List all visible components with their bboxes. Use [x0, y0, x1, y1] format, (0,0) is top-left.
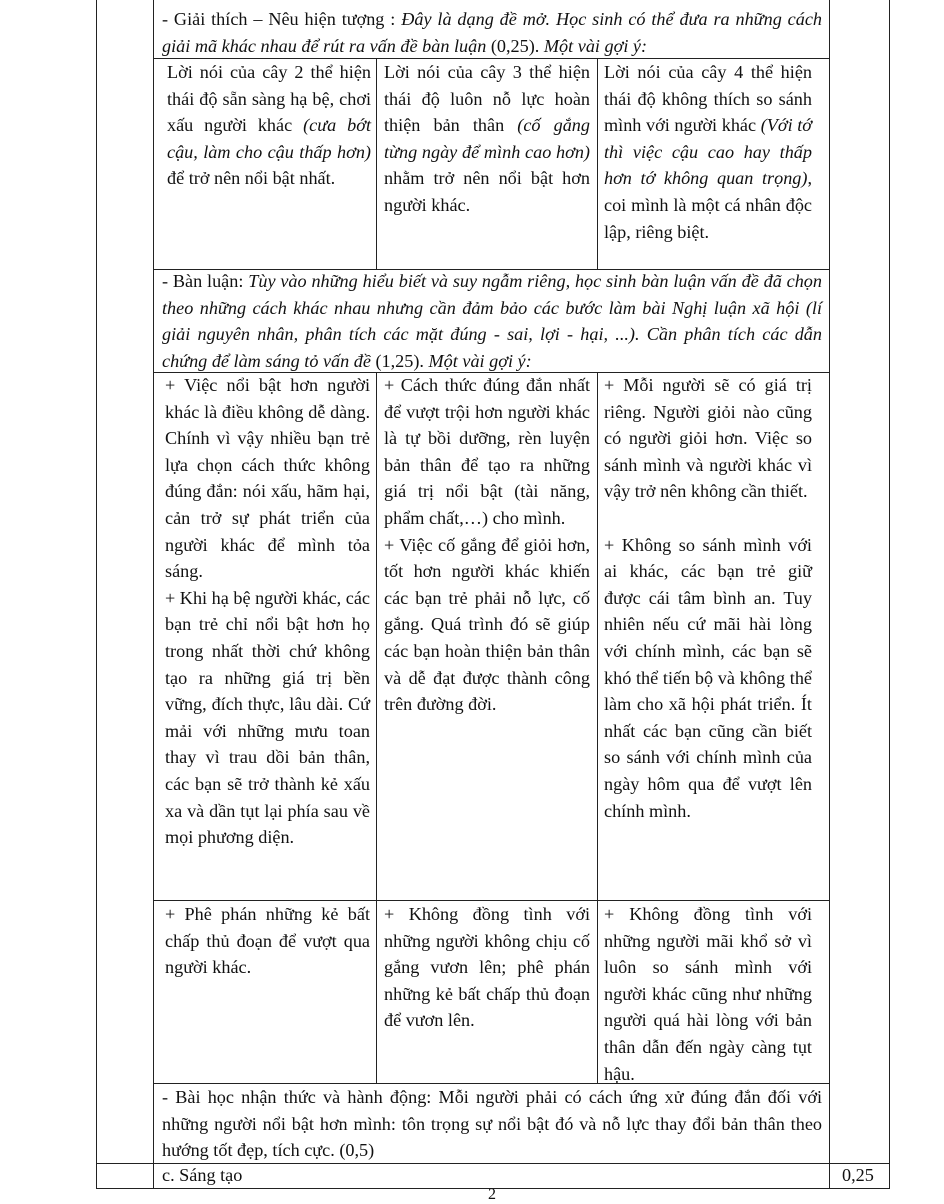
critique-cell-col1: + Phê phán những kẻ bất chấp thủ đoạn để vượt qua người khác. [165, 904, 370, 978]
explain-suffix: Một vài gợi ý: [543, 35, 648, 56]
inner-divider-a2 [376, 372, 377, 1083]
creative-score: 0,25 [842, 1165, 874, 1185]
explain-cell-tree2: Lời nói của cây 2 thể hiện thái độ sẵn sàng hạ bệ, chơi xấu người khác (cưa bớt cậu, làm cho cậu thấp hơn) để trở nên nổi bật nhất. [167, 62, 371, 189]
explain-cell-tree4: Lời nói của cây 4 thể hiện thái độ không thích so sánh mình với người khác (Với tớ thì việc cậu cao hay thấp hơn tớ không quan trọng), coi mình là một cá nhân độc lập, riêng biệt. [604, 62, 813, 242]
explain-italic: Đây là dạng đề mở. Học sinh có thể đưa ra những cách giải mã khác nhau để rút ra vấn đề bàn luận [162, 9, 822, 56]
explain-paragraph [162, 6, 822, 59]
discuss-prefix: - Bàn luận: [162, 271, 249, 291]
table-border-col1 [153, 0, 154, 1189]
table-border-col2 [829, 0, 830, 1189]
discuss-cell-col2: + Cách thức đúng đắn nhất để vượt trội hơn người khác là tự bồi dưỡng, rèn luyện bản thân để tạo ra những giá trị nổi bật (tài năng, phẩm chất,…) cho mình. + Việc cố gắng để giỏi hơn, tốt hơn người khác khiến các bạn trẻ phải nỗ lực, cố gắng. Quá trình đó sẽ giúp các bạn hoàn thiện bản thân và dễ đạt được thành công trên đường đời. [384, 375, 590, 715]
discuss-cell-col1: + Việc nổi bật hơn người khác là điều không dễ dàng. Chính vì vậy nhiều bạn trẻ lựa chọn cách thức không đúng đắn: nói xấu, hãm hại, cản trở sự phát triển của người khác để mình tỏa sáng. + Khi hạ bệ người khác, các bạn trẻ chỉ nổi bật hơn họ trong nhất thời chứ không tạo ra những giá trị bền vững, đích thực, lâu dài. Cứ mải với những mưu toan thay vì trau dồi bản thân, các bạn sẽ trở thành kẻ xấu xa và dần tụt lại phía sau về mọi phương diện. [165, 375, 370, 848]
inner-divider-a1 [376, 58, 377, 269]
creative-label: c. Sáng tạo [162, 1165, 243, 1185]
explain-score: (0,25). [486, 35, 544, 56]
table-border-left [96, 0, 97, 1189]
explain-prefix: - Giải thích – Nêu hiện tượng : [162, 9, 402, 29]
lesson-paragraph: - Bài học nhận thức và hành động: Mỗi người phải có cách ứng xử đúng đắn đối với những người nổi bật hơn mình: tôn trọng sự nổi bật đó và nỗ lực thay đổi bản thân theo hướng tốt đẹp, tích cực. (0,5) [162, 1087, 822, 1161]
table-border-right [889, 0, 890, 1189]
discuss-suffix: Một vài gợi ý: [428, 350, 532, 371]
discuss-paragraph [162, 268, 822, 374]
page-number: 2 [488, 1186, 496, 1203]
explain-cell-tree3: Lời nói của cây 3 thể hiện thái độ luôn nỗ lực hoàn thiện bản thân (cố gắng từng ngày để mình cao hơn) nhằm trở nên nổi bật hơn người khác. [384, 62, 590, 215]
discuss-italic: Tùy vào những hiểu biết và suy ngẫm riêng, học sinh bàn luận vấn đề đã chọn theo những cách khác nhau nhưng cần đảm bảo các bước làm bài Nghị luận xã hội (lí giải nguyên nhân, phân tích các mặt đúng - sai, lợi - hại, ...). Cần phân tích các dẫn chứng để làm sáng tỏ vấn đề [162, 271, 822, 371]
critique-cell-col3: + Không đồng tình với những người mãi khổ sở vì luôn so sánh mình với người khác cũng như những người quá hài lòng với bản thân dẫn đến ngày càng tụt hậu. [604, 904, 812, 1084]
inner-divider-b1 [597, 58, 598, 269]
inner-divider-b2 [597, 372, 598, 1083]
discuss-score: (1,25). [370, 350, 429, 371]
discuss-cell-col3: + Mỗi người sẽ có giá trị riêng. Người giỏi nào cũng có người giỏi hơn. Việc so sánh mình và người khác vì vậy trở nên không cần thiết. + Không so sánh mình với ai khác, các bạn trẻ giữ được cái tâm bình an. Tuy nhiên nếu cứ mãi hài lòng với chính mình, các bạn sẽ khó thể tiến bộ và không thể làm cho xã hội phát triển. Ít nhất các bạn cũng cần biết so sánh với chính mình của ngày hôm qua để vượt lên chính mình. [604, 375, 812, 821]
critique-cell-col2: + Không đồng tình với những người không chịu cố gắng vươn lên; phê phán những kẻ bất chấp thủ đoạn để vươn lên. [384, 904, 590, 1031]
